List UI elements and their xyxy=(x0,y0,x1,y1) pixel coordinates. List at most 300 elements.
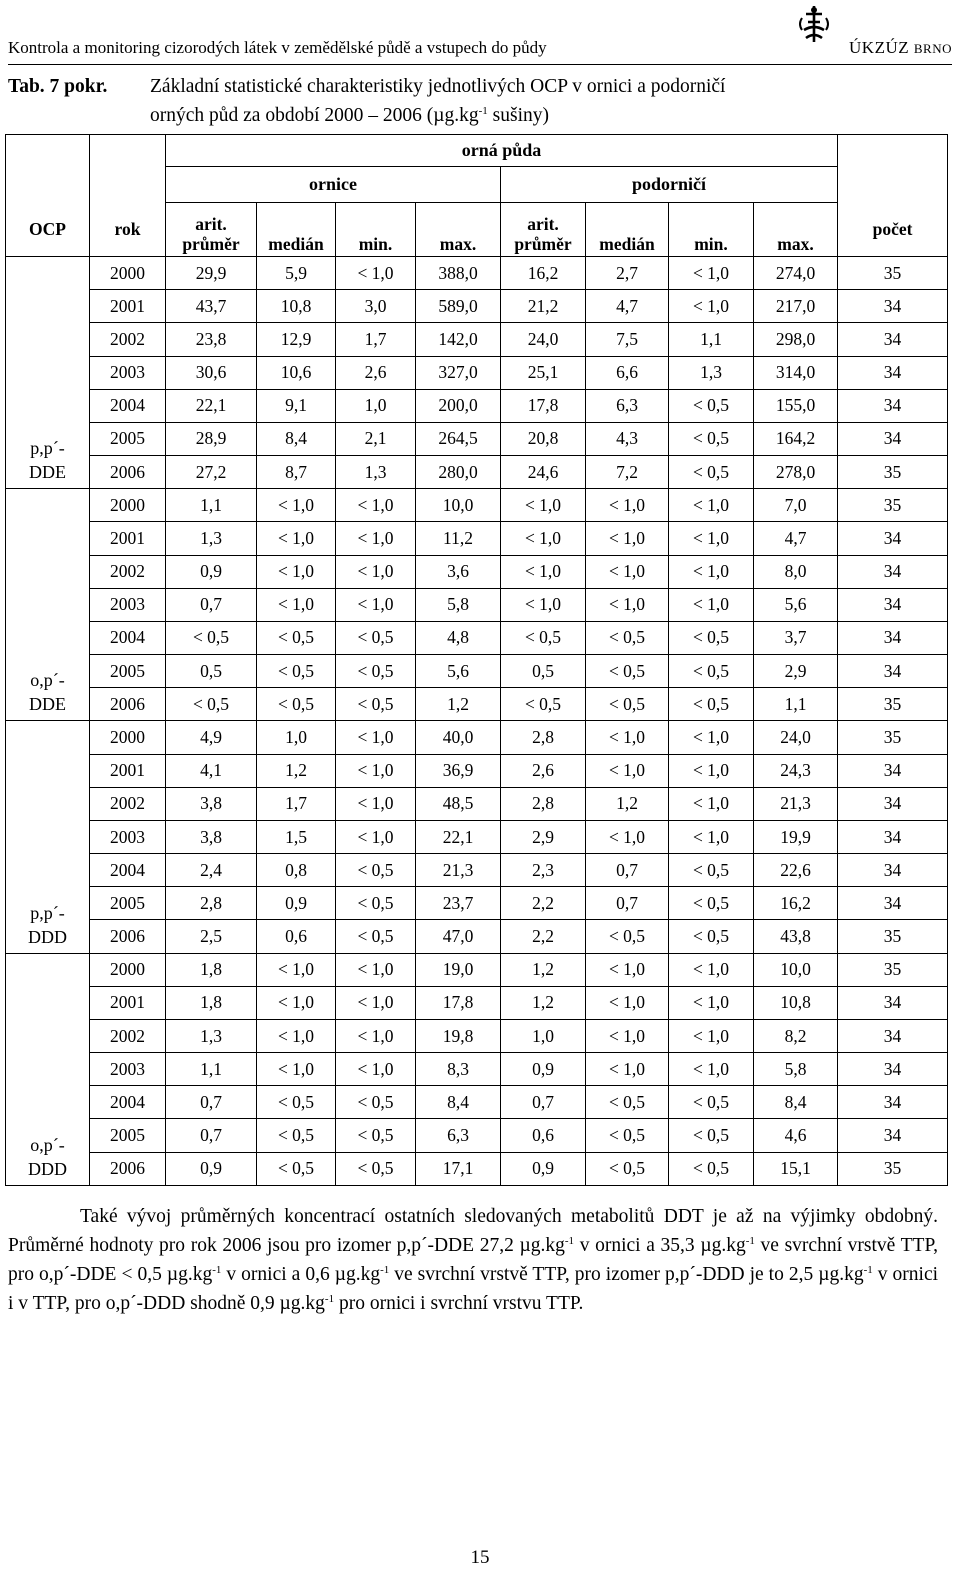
value-cell: 1,8 xyxy=(166,953,257,986)
value-cell: < 0,5 xyxy=(669,621,754,654)
value-cell: 6,3 xyxy=(416,1119,501,1152)
table-row xyxy=(6,422,948,455)
value-cell: < 0,5 xyxy=(669,1119,754,1152)
table-row xyxy=(6,787,948,820)
table-row xyxy=(6,588,948,621)
value-cell: < 1,0 xyxy=(669,787,754,820)
value-cell: 48,5 xyxy=(416,787,501,820)
value-cell: < 0,5 xyxy=(257,1086,336,1119)
year-cell: 2001 xyxy=(90,522,166,555)
value-cell: 2,2 xyxy=(501,887,586,920)
year-cell: 2000 xyxy=(90,721,166,754)
value-cell: 34 xyxy=(838,854,948,887)
value-cell: 34 xyxy=(838,754,948,787)
value-cell: 17,1 xyxy=(416,1152,501,1185)
value-cell: 6,3 xyxy=(586,389,669,422)
header-podornici-median: medián xyxy=(586,203,669,257)
value-cell: < 0,5 xyxy=(336,1152,416,1185)
value-cell: < 1,0 xyxy=(669,555,754,588)
value-cell: < 1,0 xyxy=(586,953,669,986)
value-cell: 10,8 xyxy=(257,290,336,323)
value-cell: 19,0 xyxy=(416,953,501,986)
value-cell: 0,9 xyxy=(257,887,336,920)
value-cell: < 0,5 xyxy=(257,655,336,688)
value-cell: < 0,5 xyxy=(336,1119,416,1152)
year-cell: 2006 xyxy=(90,920,166,953)
header-orna-puda: orná půda xyxy=(166,135,838,167)
value-cell: 34 xyxy=(838,1119,948,1152)
table-row xyxy=(6,356,948,389)
value-cell: < 0,5 xyxy=(257,1119,336,1152)
value-cell: 8,7 xyxy=(257,456,336,489)
value-cell: 16,2 xyxy=(754,887,838,920)
year-cell: 2001 xyxy=(90,290,166,323)
value-cell: 34 xyxy=(838,522,948,555)
value-cell: 0,7 xyxy=(166,588,257,621)
value-cell: 20,8 xyxy=(501,422,586,455)
year-cell: 2004 xyxy=(90,621,166,654)
table-row xyxy=(6,489,948,522)
value-cell: 34 xyxy=(838,787,948,820)
value-cell: 36,9 xyxy=(416,754,501,787)
table-row xyxy=(6,290,948,323)
body-paragraph: Také vývoj průměrných koncentrací ostatních sledovaných metabolitů DDT je až na výjimky obdobný. Průměrné hodnoty pro rok 2006 jsou pro izomer p,p´-DDE 27,2 $\mu g.kg^{-1}$ v ornici a 35,3 $\mu g.kg^{-1}$ ve svrchní vrstvě TTP, pro o,p´-DDE < 0,5 $\mu g.kg^{-1}$ v ornici a 0,6 $\mu g.kg^{-1}$ ve svrchní vrstvě TTP, pro izomer p,p´-DDD je to 2,5 $\mu g.kg^{-1}$ v ornici i v TTP, pro o,p´-DDD shodně 0,9 $\mu g.kg^{-1}$ pro ornici i svrchní vrstvu TTP. xyxy=(8,1206,939,1314)
value-cell: 15,1 xyxy=(754,1152,838,1185)
table-row xyxy=(6,621,948,654)
value-cell: 8,4 xyxy=(754,1086,838,1119)
table-row xyxy=(6,754,948,787)
header-ocp-top xyxy=(6,135,90,167)
value-cell: 25,1 xyxy=(501,356,586,389)
value-cell: 43,7 xyxy=(166,290,257,323)
value-cell: 1,3 xyxy=(166,522,257,555)
year-cell: 2006 xyxy=(90,456,166,489)
value-cell: 8,4 xyxy=(416,1086,501,1119)
value-cell: 0,9 xyxy=(166,555,257,588)
value-cell: < 0,5 xyxy=(669,389,754,422)
value-cell: < 1,0 xyxy=(336,555,416,588)
header-ornice-median: medián xyxy=(257,203,336,257)
value-cell: 34 xyxy=(838,555,948,588)
table-row xyxy=(6,820,948,853)
value-cell: 0,5 xyxy=(501,655,586,688)
value-cell: 0,9 xyxy=(501,1053,586,1086)
value-cell: < 1,0 xyxy=(586,754,669,787)
header-divider xyxy=(8,64,952,65)
value-cell: < 1,0 xyxy=(336,754,416,787)
value-cell: 1,7 xyxy=(257,787,336,820)
value-cell: 0,6 xyxy=(501,1119,586,1152)
value-cell: 7,0 xyxy=(754,489,838,522)
value-cell: 1,2 xyxy=(586,787,669,820)
value-cell: 2,6 xyxy=(501,754,586,787)
table-row xyxy=(6,1086,948,1119)
value-cell: 298,0 xyxy=(754,323,838,356)
value-cell: < 1,0 xyxy=(257,489,336,522)
value-cell: < 1,0 xyxy=(257,522,336,555)
value-cell: 8,0 xyxy=(754,555,838,588)
value-cell: < 1,0 xyxy=(501,522,586,555)
value-cell: 35 xyxy=(838,456,948,489)
year-cell: 2004 xyxy=(90,1086,166,1119)
value-cell: < 0,5 xyxy=(669,655,754,688)
value-cell: < 1,0 xyxy=(669,1053,754,1086)
value-cell: < 1,0 xyxy=(669,489,754,522)
year-cell: 2003 xyxy=(90,356,166,389)
value-cell: 35 xyxy=(838,1152,948,1185)
value-cell: < 1,0 xyxy=(257,1053,336,1086)
table-row xyxy=(6,1152,948,1185)
value-cell: 1,1 xyxy=(669,323,754,356)
value-cell: 1,3 xyxy=(669,356,754,389)
year-cell: 2002 xyxy=(90,1019,166,1052)
ocp-group-label: p,p´- DDD xyxy=(6,721,90,953)
page-number: 15 xyxy=(470,1547,490,1568)
value-cell: < 1,0 xyxy=(336,986,416,1019)
value-cell: 17,8 xyxy=(416,986,501,1019)
value-cell: 4,8 xyxy=(416,621,501,654)
table-row xyxy=(6,257,948,290)
value-cell: 24,6 xyxy=(501,456,586,489)
value-cell: 1,0 xyxy=(501,1019,586,1052)
table-row xyxy=(6,522,948,555)
value-cell: 35 xyxy=(838,688,948,721)
value-cell: 34 xyxy=(838,290,948,323)
value-cell: < 0,5 xyxy=(586,1119,669,1152)
value-cell: 2,2 xyxy=(501,920,586,953)
value-cell: 43,8 xyxy=(754,920,838,953)
value-cell: 1,2 xyxy=(416,688,501,721)
table-row xyxy=(6,555,948,588)
value-cell: < 0,5 xyxy=(669,920,754,953)
value-cell: 5,8 xyxy=(754,1053,838,1086)
value-cell: < 1,0 xyxy=(586,489,669,522)
value-cell: 29,9 xyxy=(166,257,257,290)
value-cell: 278,0 xyxy=(754,456,838,489)
value-cell: 2,1 xyxy=(336,422,416,455)
value-cell: 4,9 xyxy=(166,721,257,754)
value-cell: < 1,0 xyxy=(336,257,416,290)
value-cell: < 0,5 xyxy=(669,456,754,489)
value-cell: 0,7 xyxy=(586,854,669,887)
value-cell: < 0,5 xyxy=(586,1152,669,1185)
value-cell: 22,1 xyxy=(416,820,501,853)
value-cell: 6,6 xyxy=(586,356,669,389)
value-cell: 40,0 xyxy=(416,721,501,754)
value-cell: 327,0 xyxy=(416,356,501,389)
value-cell: < 1,0 xyxy=(669,522,754,555)
header-count-mid xyxy=(838,167,948,203)
statistics-table xyxy=(5,134,948,1186)
value-cell: < 1,0 xyxy=(669,257,754,290)
value-cell: < 0,5 xyxy=(336,655,416,688)
year-cell: 2000 xyxy=(90,489,166,522)
table-row xyxy=(6,721,948,754)
value-cell: 8,4 xyxy=(257,422,336,455)
value-cell: < 1,0 xyxy=(586,522,669,555)
header-ornice-mean: arit. průměr xyxy=(166,203,257,257)
value-cell: 2,7 xyxy=(586,257,669,290)
value-cell: 264,5 xyxy=(416,422,501,455)
value-cell: 3,7 xyxy=(754,621,838,654)
value-cell: < 1,0 xyxy=(586,555,669,588)
value-cell: 2,4 xyxy=(166,854,257,887)
table-row xyxy=(6,323,948,356)
table-row xyxy=(6,953,948,986)
value-cell: < 0,5 xyxy=(586,655,669,688)
ukzuz-emblem-icon xyxy=(796,4,832,44)
value-cell: 22,1 xyxy=(166,389,257,422)
value-cell: < 0,5 xyxy=(669,887,754,920)
value-cell: 28,9 xyxy=(166,422,257,455)
value-cell: 35 xyxy=(838,257,948,290)
value-cell: 34 xyxy=(838,356,948,389)
value-cell: < 0,5 xyxy=(669,422,754,455)
value-cell: 34 xyxy=(838,1053,948,1086)
value-cell: 1,1 xyxy=(754,688,838,721)
header-rok-top xyxy=(90,135,166,167)
value-cell: 142,0 xyxy=(416,323,501,356)
value-cell: 23,8 xyxy=(166,323,257,356)
value-cell: 1,0 xyxy=(257,721,336,754)
value-cell: 0,7 xyxy=(586,887,669,920)
table-caption xyxy=(8,72,948,130)
value-cell: 0,5 xyxy=(166,655,257,688)
value-cell: 11,2 xyxy=(416,522,501,555)
value-cell: 34 xyxy=(838,1086,948,1119)
year-cell: 2003 xyxy=(90,588,166,621)
value-cell: 21,3 xyxy=(416,854,501,887)
value-cell: 4,6 xyxy=(754,1119,838,1152)
value-cell: < 0,5 xyxy=(336,920,416,953)
year-cell: 2006 xyxy=(90,1152,166,1185)
header-ornice-min: min. xyxy=(336,203,416,257)
year-cell: 2002 xyxy=(90,787,166,820)
value-cell: 388,0 xyxy=(416,257,501,290)
value-cell: 2,9 xyxy=(501,820,586,853)
value-cell: 1,3 xyxy=(166,1019,257,1052)
value-cell: 280,0 xyxy=(416,456,501,489)
value-cell: < 0,5 xyxy=(586,1086,669,1119)
value-cell: 8,2 xyxy=(754,1019,838,1052)
table-row xyxy=(6,887,948,920)
value-cell: 34 xyxy=(838,887,948,920)
header-podornici-max: max. xyxy=(754,203,838,257)
value-cell: 5,9 xyxy=(257,257,336,290)
value-cell: 1,2 xyxy=(501,953,586,986)
value-cell: < 1,0 xyxy=(336,787,416,820)
value-cell: < 0,5 xyxy=(336,854,416,887)
value-cell: 1,2 xyxy=(501,986,586,1019)
value-cell: < 0,5 xyxy=(669,1152,754,1185)
value-cell: 274,0 xyxy=(754,257,838,290)
value-cell: 34 xyxy=(838,588,948,621)
value-cell: 10,6 xyxy=(257,356,336,389)
caption-line-2: orných půd za období 2000 – 2006 ($\mu g.kg^{-1}$ sušiny) xyxy=(150,105,549,126)
value-cell: 3,8 xyxy=(166,787,257,820)
header-podornici-mean: arit. průměr xyxy=(501,203,586,257)
value-cell: < 1,0 xyxy=(257,555,336,588)
value-cell: 0,9 xyxy=(501,1152,586,1185)
value-cell: 0,7 xyxy=(166,1086,257,1119)
table-row xyxy=(6,389,948,422)
value-cell: < 0,5 xyxy=(586,688,669,721)
value-cell: 34 xyxy=(838,323,948,356)
value-cell: 23,7 xyxy=(416,887,501,920)
value-cell: < 1,0 xyxy=(669,953,754,986)
value-cell: 9,1 xyxy=(257,389,336,422)
year-cell: 2001 xyxy=(90,986,166,1019)
value-cell: < 1,0 xyxy=(336,721,416,754)
value-cell: 19,9 xyxy=(754,820,838,853)
value-cell: < 0,5 xyxy=(336,1086,416,1119)
header-rok-mid xyxy=(90,167,166,203)
value-cell: < 0,5 xyxy=(336,887,416,920)
year-cell: 2005 xyxy=(90,655,166,688)
table-row xyxy=(6,854,948,887)
year-cell: 2003 xyxy=(90,820,166,853)
value-cell: < 1,0 xyxy=(669,986,754,1019)
value-cell: 17,8 xyxy=(501,389,586,422)
header-ocp-mid xyxy=(6,167,90,203)
value-cell: 5,8 xyxy=(416,588,501,621)
value-cell: 21,3 xyxy=(754,787,838,820)
value-cell: 0,7 xyxy=(166,1119,257,1152)
year-cell: 2005 xyxy=(90,1119,166,1152)
value-cell: < 0,5 xyxy=(586,920,669,953)
value-cell: 34 xyxy=(838,621,948,654)
ocp-group-label: o,p´- DDD xyxy=(6,953,90,1185)
header-organization: ÚKZÚZ BRNO xyxy=(849,38,952,57)
value-cell: 34 xyxy=(838,820,948,853)
value-cell: < 1,0 xyxy=(257,1019,336,1052)
value-cell: 35 xyxy=(838,953,948,986)
value-cell: 34 xyxy=(838,422,948,455)
value-cell: < 1,0 xyxy=(669,820,754,853)
year-cell: 2000 xyxy=(90,257,166,290)
value-cell: 27,2 xyxy=(166,456,257,489)
value-cell: 12,9 xyxy=(257,323,336,356)
value-cell: < 0,5 xyxy=(669,854,754,887)
value-cell: 35 xyxy=(838,489,948,522)
value-cell: < 1,0 xyxy=(501,555,586,588)
value-cell: 24,0 xyxy=(754,721,838,754)
header-count: počet xyxy=(838,203,948,257)
table-row xyxy=(6,920,948,953)
value-cell: 0,9 xyxy=(166,1152,257,1185)
value-cell: 24,3 xyxy=(754,754,838,787)
table-row xyxy=(6,986,948,1019)
year-cell: 2001 xyxy=(90,754,166,787)
ocp-group-label: o,p´- DDE xyxy=(6,489,90,721)
value-cell: < 0,5 xyxy=(501,688,586,721)
value-cell: 5,6 xyxy=(754,588,838,621)
value-cell: < 0,5 xyxy=(669,1086,754,1119)
value-cell: 34 xyxy=(838,655,948,688)
value-cell: 4,7 xyxy=(586,290,669,323)
value-cell: 10,0 xyxy=(754,953,838,986)
value-cell: < 0,5 xyxy=(669,688,754,721)
value-cell: < 0,5 xyxy=(501,621,586,654)
value-cell: < 1,0 xyxy=(501,588,586,621)
value-cell: 34 xyxy=(838,986,948,1019)
header-title: Kontrola a monitoring cizorodých látek v zemědělské půdě a vstupech do půdy xyxy=(8,38,547,57)
value-cell: < 1,0 xyxy=(586,820,669,853)
header-ornice: ornice xyxy=(166,167,501,203)
year-cell: 2004 xyxy=(90,854,166,887)
value-cell: 16,2 xyxy=(501,257,586,290)
value-cell: < 1,0 xyxy=(257,986,336,1019)
value-cell: 0,8 xyxy=(257,854,336,887)
table-row xyxy=(6,1019,948,1052)
value-cell: 2,6 xyxy=(336,356,416,389)
value-cell: < 1,0 xyxy=(257,588,336,621)
value-cell: 200,0 xyxy=(416,389,501,422)
value-cell: < 1,0 xyxy=(336,489,416,522)
value-cell: < 1,0 xyxy=(669,721,754,754)
value-cell: 3,6 xyxy=(416,555,501,588)
value-cell: < 0,5 xyxy=(336,688,416,721)
value-cell: 24,0 xyxy=(501,323,586,356)
page-header xyxy=(8,34,952,62)
value-cell: 2,8 xyxy=(501,721,586,754)
value-cell: 19,8 xyxy=(416,1019,501,1052)
year-cell: 2005 xyxy=(90,887,166,920)
value-cell: 34 xyxy=(838,389,948,422)
header-ornice-max: max. xyxy=(416,203,501,257)
value-cell: 3,8 xyxy=(166,820,257,853)
header-podornici-min: min. xyxy=(669,203,754,257)
value-cell: < 1,0 xyxy=(586,588,669,621)
value-cell: < 1,0 xyxy=(669,290,754,323)
value-cell: < 1,0 xyxy=(336,820,416,853)
value-cell: 4,3 xyxy=(586,422,669,455)
year-cell: 2002 xyxy=(90,323,166,356)
value-cell: < 0,5 xyxy=(586,621,669,654)
value-cell: < 0,5 xyxy=(257,1152,336,1185)
table-row xyxy=(6,1119,948,1152)
year-cell: 2006 xyxy=(90,688,166,721)
value-cell: 10,0 xyxy=(416,489,501,522)
value-cell: < 0,5 xyxy=(336,621,416,654)
value-cell: < 1,0 xyxy=(669,754,754,787)
table-row xyxy=(6,688,948,721)
value-cell: < 0,5 xyxy=(166,688,257,721)
value-cell: 0,6 xyxy=(257,920,336,953)
value-cell: 1,0 xyxy=(336,389,416,422)
value-cell: 3,0 xyxy=(336,290,416,323)
year-cell: 2004 xyxy=(90,389,166,422)
value-cell: 10,8 xyxy=(754,986,838,1019)
value-cell: 4,7 xyxy=(754,522,838,555)
table-row xyxy=(6,655,948,688)
value-cell: 7,2 xyxy=(586,456,669,489)
value-cell: 2,5 xyxy=(166,920,257,953)
header-count-top xyxy=(838,135,948,167)
value-cell: < 1,0 xyxy=(257,953,336,986)
header-rok: rok xyxy=(90,203,166,257)
value-cell: 2,9 xyxy=(754,655,838,688)
value-cell: 1,7 xyxy=(336,323,416,356)
value-cell: < 1,0 xyxy=(336,1053,416,1086)
value-cell: < 0,5 xyxy=(166,621,257,654)
value-cell: 5,6 xyxy=(416,655,501,688)
value-cell: 2,3 xyxy=(501,854,586,887)
header-ocp: OCP xyxy=(6,203,90,257)
year-cell: 2005 xyxy=(90,422,166,455)
value-cell: < 1,0 xyxy=(336,953,416,986)
value-cell: 314,0 xyxy=(754,356,838,389)
